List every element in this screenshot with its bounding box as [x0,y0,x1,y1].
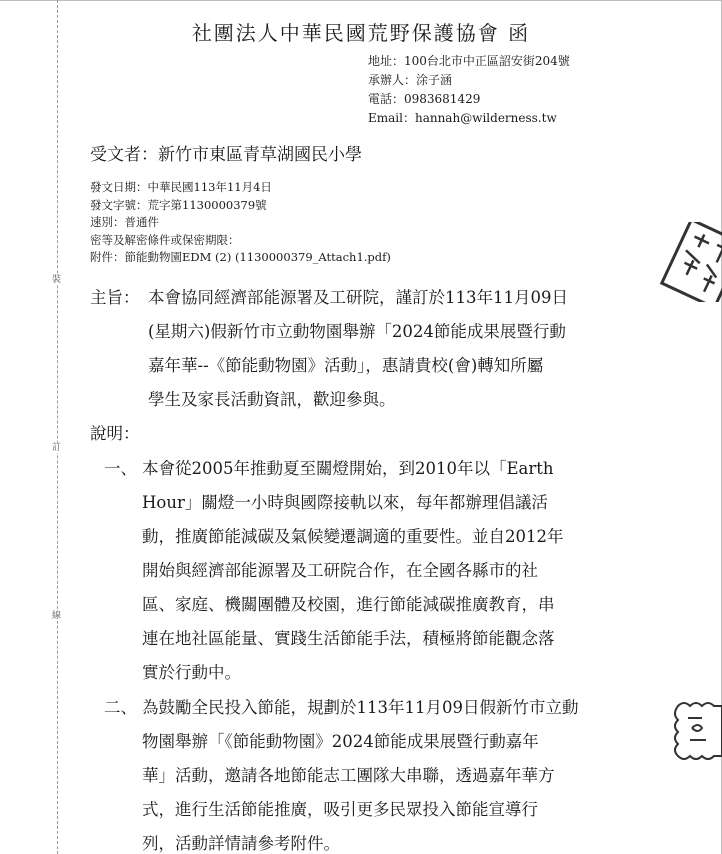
item-line: 列，活動詳情請參考附件。 [142,834,340,853]
contact-phone: 電話：0983681429 [368,92,481,106]
confidentiality: 密等及解密條件或保密期限： [90,232,240,247]
item-line: 式，進行生活節能推廣，吸引更多民眾投入節能宣導行 [142,800,538,819]
subject-line: (星期六)假新竹市立動物園舉辦「2024節能成果展暨行動 [148,322,566,341]
recipient: 受文者：新竹市東區青草湖國民小學 [90,145,362,165]
subject-label: 主旨： [90,288,140,307]
official-seal-stamp [652,222,722,302]
item-line: 物園舉辦「《節能動物園》2024節能成果展暨行動嘉年 [142,732,539,751]
page-border-top [0,0,722,1]
binding-mark-ding: 訂 [52,443,62,453]
contact-person: 承辦人：涂子涵 [368,73,453,87]
item-line: 動，推廣節能減碳及氣候變遷調適的重要性。並自2012年 [142,527,564,546]
item-number: 一、 [104,459,137,478]
item-line: 本會從2005年推動夏至關燈開始，到2010年以「Earth [142,459,554,478]
subject-line: 本會協同經濟部能源署及工研院，謹訂於113年11月09日 [148,288,568,307]
binding-mark-xian: 線 [52,611,62,621]
contact-address: 地址：100台北市中正區詔安街204號 [368,54,570,68]
contact-email: Email：hannah@wilderness.tw [368,111,557,125]
issue-date: 發文日期：中華民國113年11月4日 [90,180,272,194]
subject-line: 學生及家長活動資訊，歡迎參與。 [148,390,396,409]
contact-block [368,52,570,128]
item-line: 實於行動中。 [142,663,241,682]
subject-line: 嘉年華--《節能動物園》活動」，惠請貴校(會)轉知所屬 [148,356,544,375]
item-line: 華」活動，邀請各地節能志工團隊大串聯，透過嘉年華方 [142,766,555,785]
document-title: 社團法人中華民國荒野保護協會 函 [191,21,531,45]
scalloped-stamp [668,700,722,760]
item-line: Hour」關燈一小時與國際接軌以來，每年都辦理倡議活 [142,493,548,512]
binding-mark-zhuang: 裝 [52,275,62,285]
explanation-label: 說明： [90,424,140,443]
attachment: 附件：節能動物園EDM (2) (1130000379_Attach1.pdf) [90,250,391,265]
item-line: 開始與經濟部能源署及工研院合作，在全國各縣市的社 [142,561,538,580]
item-number: 二、 [104,698,137,717]
document-number: 發文字號：荒字第1130000379號 [90,197,267,212]
urgency: 速別：普通件 [90,215,159,230]
item-line: 區、家庭、機關團體及校園，進行節能減碳推廣教育，串 [142,595,555,614]
item-line: 為鼓勵全民投入節能，規劃於113年11月09日假新竹市立動 [142,698,579,717]
item-line: 連在地社區能量、實踐生活節能手法，積極將節能觀念落 [142,629,555,648]
meta-block [90,179,391,267]
binding-line [57,0,58,854]
